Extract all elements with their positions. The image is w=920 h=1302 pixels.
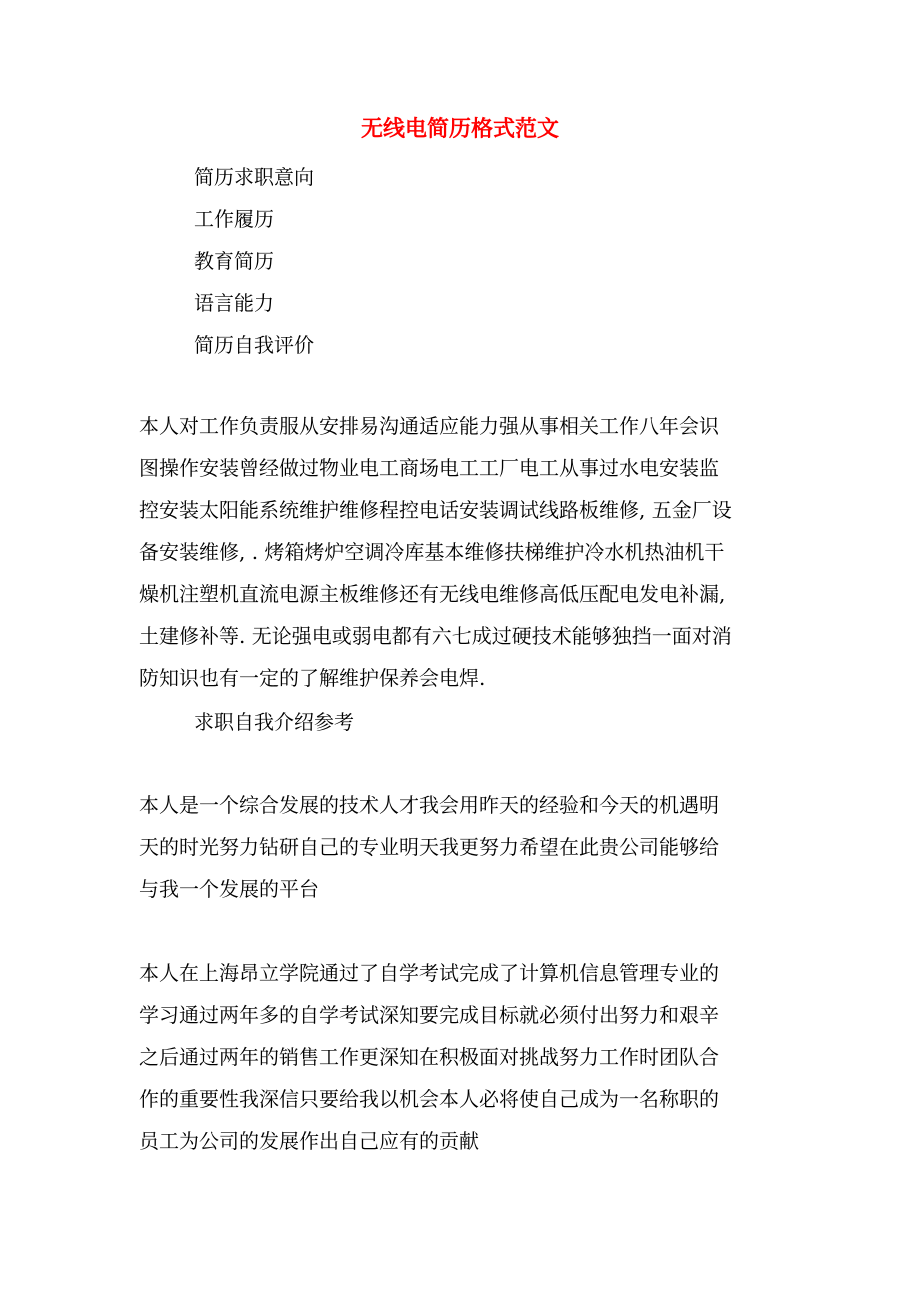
paragraph-line: 作的重要性我深信只要给我以机会本人必将使自己成为一名称职的 — [139, 1087, 719, 1111]
work-experience-paragraph — [139, 405, 799, 699]
education-paragraph — [139, 952, 799, 1162]
outline-item: 工作履历 — [194, 207, 274, 231]
paragraph-line: 学习通过两年多的自学考试深知要完成目标就必须付出努力和艰辛 — [139, 1003, 719, 1027]
paragraph-line: 图操作安装曾经做过物业电工商场电工工厂电工从事过水电安装监 — [139, 456, 719, 480]
paragraph-line: 之后通过两年的销售工作更深知在积极面对挑战努力工作时团队合 — [139, 1045, 719, 1069]
paragraph-line: 防知识也有一定的了解维护保养会电焊. — [139, 666, 486, 690]
outline-item: 简历求职意向 — [194, 165, 314, 189]
outline-item: 语言能力 — [194, 291, 274, 315]
paragraph-line: 土建修补等. 无论强电或弱电都有六七成过硬技术能够独挡一面对消 — [139, 624, 732, 648]
paragraph-line: 本人是一个综合发展的技术人才我会用昨天的经验和今天的机遇明 — [139, 793, 719, 817]
self-introduction-paragraph — [139, 784, 799, 910]
paragraph-line: 本人对工作负责服从安排易沟通适应能力强从事相关工作八年会识 — [139, 414, 719, 438]
paragraph-line: 员工为公司的发展作出自己应有的贡献 — [139, 1129, 479, 1153]
paragraph-line: 本人在上海昂立学院通过了自学考试完成了计算机信息管理专业的 — [139, 961, 719, 985]
outline-item: 教育简历 — [194, 249, 274, 273]
section-outline — [194, 156, 794, 366]
self-introduction-heading: 求职自我介绍参考 — [194, 710, 354, 734]
paragraph-line: 与我一个发展的平台 — [139, 877, 319, 901]
paragraph-line: 天的时光努力钻研自己的专业明天我更努力希望在此贵公司能够给 — [139, 835, 719, 859]
outline-item: 简历自我评价 — [194, 333, 314, 357]
paragraph-line: 控安装太阳能系统维护维修程控电话安装调试线路板维修, 五金厂设 — [139, 498, 732, 522]
paragraph-line: 备安装维修, . 烤箱烤炉空调冷库基本维修扶梯维护冷水机热油机干 — [139, 540, 725, 564]
paragraph-line: 燥机注塑机直流电源主板维修还有无线电维修高低压配电发电补漏, — [139, 582, 726, 606]
document-title: 无线电简历格式范文 — [360, 116, 559, 142]
